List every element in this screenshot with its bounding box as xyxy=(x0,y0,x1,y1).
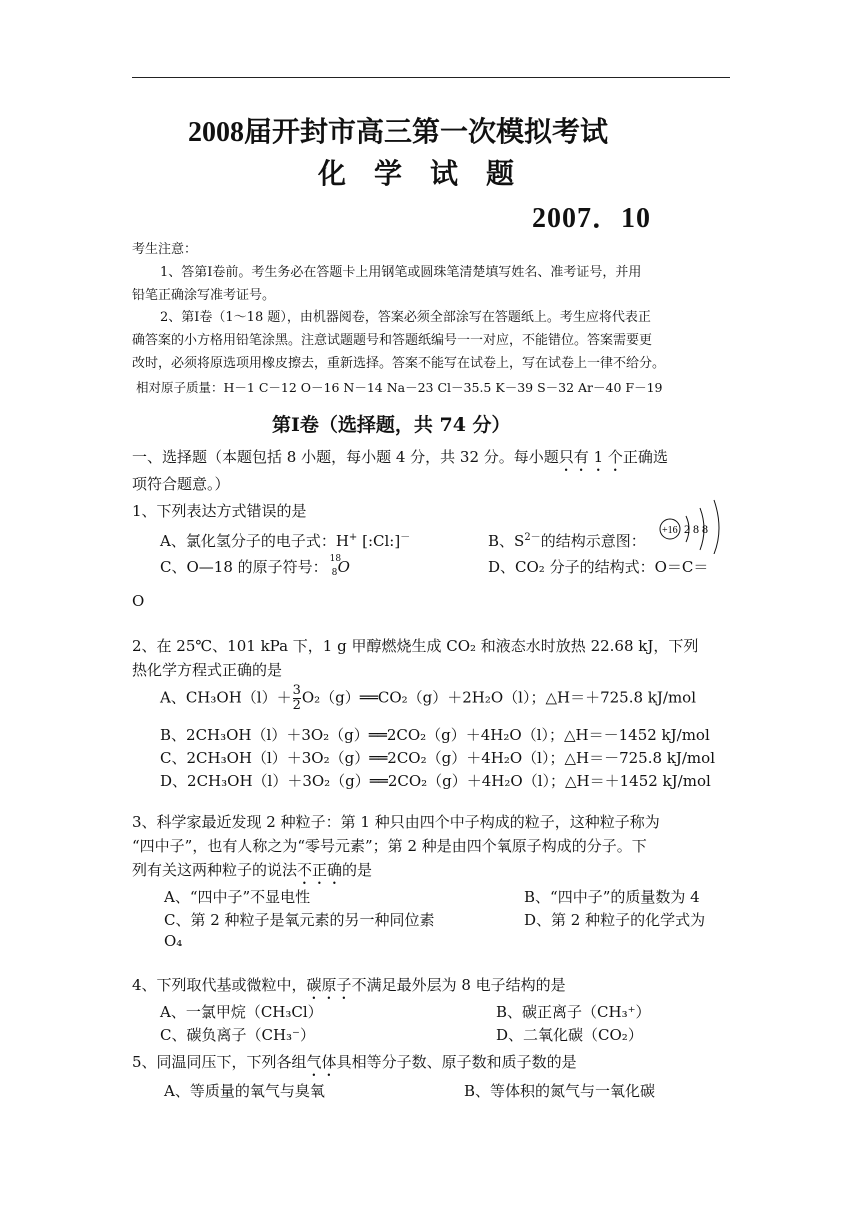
q3-option-c: C、第 2 种粒子是氧元素的另一种同位素 xyxy=(164,911,435,929)
q3-emphasis: 不正确 xyxy=(297,861,343,879)
q2-stem-line1: 2、在 25℃、101 kPa 下，1 g 甲醇燃烧生成 CO₂ 和液态水时放热 22.68 kJ，下列 xyxy=(132,637,699,655)
q1-option-c-label: C、O—18 的原子符号： xyxy=(160,558,328,576)
notice-item1-line1: 1、答第Ⅰ卷前。考生务必在答题卡上用钢笔或圆珠笔清楚填写姓名、准考证号，并用 xyxy=(160,265,642,280)
q3-stem-line3: 列有关这两种粒子的说法不正确的是 xyxy=(132,861,373,879)
notice-item2-line1: 2、第Ⅰ卷（1～18 题），由机器阅卷，答案必须全部涂写在答题纸上。考生应将代表正 xyxy=(160,310,651,325)
q3-option-d-wrap: O₄ xyxy=(164,932,183,950)
q2-option-b: B、2CH₃OH（l）＋3O₂（g）══2CO₂（g）＋4H₂O（l）；△H＝－1452 kJ/mol xyxy=(160,726,710,744)
atomic-masses: 相对原子质量：H－1 C－12 O－16 N－14 Na－23 Cl－35.5 K－39 S－32 Ar－40 F－19 xyxy=(136,380,663,395)
q1-option-b: B、$S^{2-}$的结构示意图： xyxy=(488,532,646,550)
intro-emphasis: 只有 1 个 xyxy=(558,448,623,466)
q5-stem: 5、同温同压下，下列各组气体具相等分子数、原子数和质子数的是 xyxy=(132,1053,577,1071)
nucleus-label: +16 xyxy=(662,525,678,536)
q1-option-a: A、氯化氢分子的电子式：H+ [:Cl:]－ xyxy=(160,532,411,550)
q4-stem: 4、下列取代基或微粒中，碳原子不满足最外层为 8 电子结构的是 xyxy=(132,976,566,994)
q1-option-c xyxy=(160,556,350,578)
q1-option-b-label: B、S xyxy=(488,532,525,550)
q1-option-a-label: A、氯化氢分子的电子式：H xyxy=(160,532,349,550)
header-rule xyxy=(132,77,730,78)
intro-text-a: 一、选择题（本题包括 8 小题，每小题 4 分，共 32 分。每小题 xyxy=(132,448,559,466)
q2-stem-line2: 热化学方程式正确的是 xyxy=(132,661,283,679)
q4-option-c: C、碳负离子（CH₃⁻） xyxy=(160,1026,315,1044)
q2-option-c: C、2CH₃OH（l）＋3O₂（g）══2CO₂（g）＋4H₂O（l）；△H＝－725.8 kJ/mol xyxy=(160,749,715,767)
q1-option-b-suffix: 的结构示意图： xyxy=(540,532,646,550)
exam-date: 2007．10 xyxy=(532,203,652,234)
q1-stem: 1、下列表达方式错误的是 xyxy=(132,502,307,520)
notice-heading: 考生注意： xyxy=(132,242,198,257)
q2-option-d: D、2CH₃OH（l）＋3O₂（g）══2CO₂（g）＋4H₂O（l）；△H＝＋1452 kJ/mol xyxy=(160,772,711,790)
notice-item2-line2: 确答案的小方格用铅笔涂黑。注意试题题号和答题纸编号一一对应，不能错位。答案需要更 xyxy=(132,333,653,348)
intro-text-b: 正确选 xyxy=(622,448,668,466)
q1-option-a-formula: [:Cl:] xyxy=(362,532,401,550)
q4-emphasis: 碳原子 xyxy=(306,976,352,994)
shell-label: 2 8 8 xyxy=(684,522,708,536)
q1-option-d-wrap: O xyxy=(132,592,145,610)
q2-option-a-pre: A、CH₃OH（l）＋ xyxy=(160,688,292,707)
section-heading: 第Ⅰ卷（选择题，共 74 分） xyxy=(272,414,511,436)
exam-title: 2008届开封市高三第一次模拟考试 xyxy=(188,117,609,148)
sulfide-ion-diagram xyxy=(656,494,730,554)
q4-option-d: D、二氧化碳（CO₂） xyxy=(496,1026,643,1044)
q3-stem-line2: “四中子”，也有人称之为“零号元素”；第 2 种是由四个氧原子构成的分子。下 xyxy=(132,837,647,855)
q3-option-a: A、“四中子”不显电性 xyxy=(164,888,311,906)
q5-option-a: A、等质量的氧气与臭氧 xyxy=(164,1082,325,1100)
section-intro-line2: 项符合题意。） xyxy=(132,475,230,493)
q3-option-d: D、第 2 种粒子的化学式为 xyxy=(524,911,706,929)
notice-item2-line3: 改时，必须将原选项用橡皮擦去，重新选择。答案不能写在试卷上，写在试卷上一律不给分。 xyxy=(132,356,666,371)
isotope-symbol: 18 8 O xyxy=(329,554,350,578)
section-intro xyxy=(132,446,668,475)
q1-option-d: D、CO₂ 分子的结构式：O＝C＝ xyxy=(488,558,709,576)
q3-stem-line1: 3、科学家最近发现 2 种粒子：第 1 种只由四个中子构成的粒子，这种粒子称为 xyxy=(132,813,660,831)
q4-option-b: B、碳正离子（CH₃⁺） xyxy=(496,1003,651,1021)
q5-option-b: B、等体积的氮气与一氧化碳 xyxy=(464,1082,656,1100)
subject-title: 化 学 试 题 xyxy=(318,159,515,190)
fraction: $\frac{3}{2}$ xyxy=(292,683,301,713)
q2-option-a-post: O₂（g）══CO₂（g）＋2H₂O（l）；△H＝＋725.8 kJ/mol xyxy=(301,688,697,707)
q5-emphasis: 气体 xyxy=(306,1053,337,1071)
q2-option-a xyxy=(160,684,696,713)
q3-option-b: B、“四中子”的质量数为 4 xyxy=(524,888,700,906)
q4-option-a: A、一氯甲烷（CH₃Cl） xyxy=(160,1003,323,1021)
notice-item1-line2: 铅笔正确涂写准考证号。 xyxy=(132,288,276,303)
